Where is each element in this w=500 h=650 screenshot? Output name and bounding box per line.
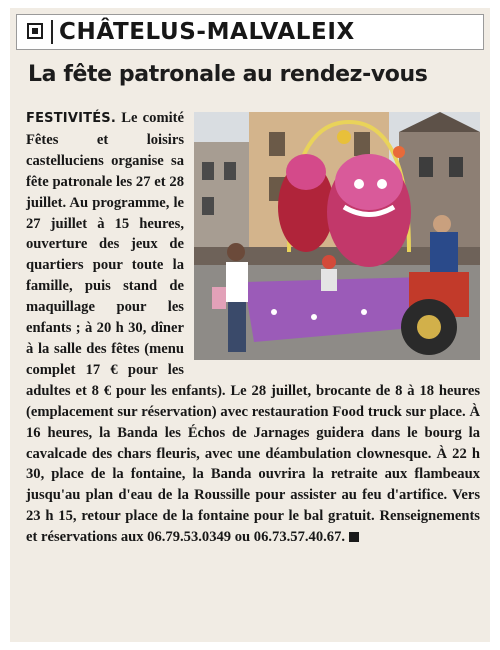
header-divider (51, 20, 53, 44)
section-header (16, 14, 484, 50)
section-title: CHÂTELUS-MALVALEIX (59, 19, 355, 45)
article-body (26, 108, 480, 548)
square-bullet-icon (27, 23, 43, 39)
newspaper-clipping (10, 8, 490, 642)
parade-float-photo (194, 112, 480, 360)
end-mark-icon (349, 532, 359, 542)
article-headline: La fête patronale au rendez-vous (28, 62, 428, 87)
article-paragraph: Le comité Fêtes et loisirs castelluciens organise sa fête patronale les 27 et 28 juillet. Au programme, le 27 juillet à 15 heures, ouverture des jeux de quartiers pour toute la famille, puis stand de maquillage pour les enfants ; à 20 h 30, dîner à la salle des fêtes (menu complet 17 € pour les adultes et 8 € pour les enfants). Le 28 juillet, brocante de 8 à 18 heures (emplacement sur réservation) avec restauration Food truck sur place. À 16 heures, la Banda les Échos de Jarnages guidera dans le bourg la cavalcade des chars fleuris, avec une déambulation clownesque. À 22 h 30, place de la fontaine, la Banda ouvrira la retraite aux flambeaux jusqu'au plan d'eau de la Roussille pour assister au feu d'artifice. Vers 23 h 15, retour place de la fontaine pour le bal gratuit. Renseignements et réservations aux 06.79.53.0349 ou 06.73.57.40.67. (26, 110, 480, 546)
article-lead: FESTIVITÉS. (26, 111, 116, 126)
photo-illustration (194, 112, 480, 360)
